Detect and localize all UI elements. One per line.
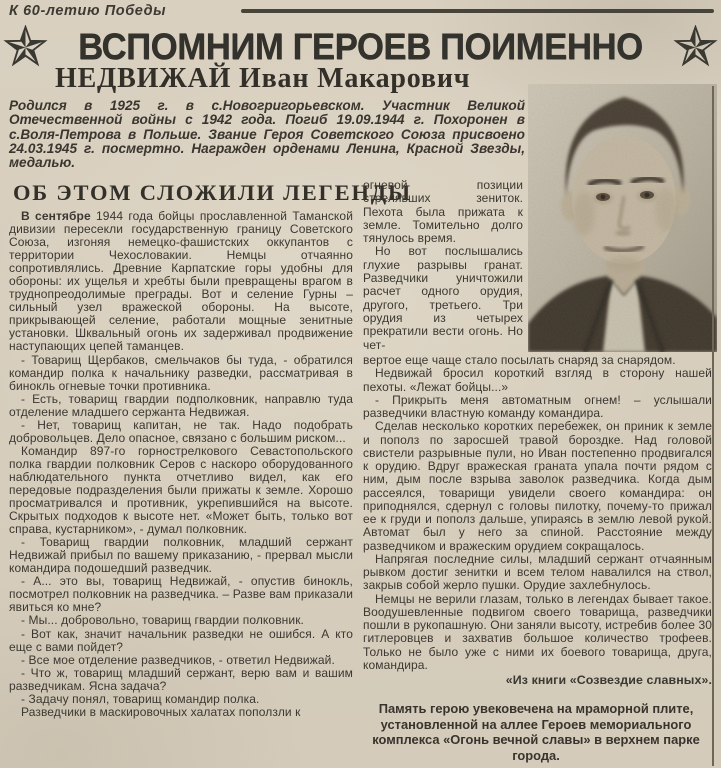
paragraph: - Вот как, значит начальник разведки не ошибся. А кто еще с вами пойдет? <box>9 626 353 654</box>
right-column <box>363 354 712 687</box>
paragraph: - Товарищ Щербаков, смельчаков бы туда, - обратился командир полка к начальнику разведки, рассматривая в бинокль огневые точки противника. <box>9 352 353 393</box>
pinwheel-star-icon <box>673 25 718 70</box>
paragraph: - Есть, товарищ гвардии подполковник, направлю туда отделение младшего сержанта Недвижая. <box>9 391 353 419</box>
paragraph: - Прикрыть меня автоматным огнем! – услышали разведчики властную команду командира. <box>363 392 712 420</box>
middle-column <box>363 179 523 352</box>
lead-paragraph: Родился в 1925 г. в с.Новогригорьевском. Участник Великой Отечественной войны с 1942 года. Погиб 19.09.1944 г. Похоронен в с.Воля-Петрова в Польше. Звание Героя Советского Союза присвоено 24.03.1945 г. посмертно. Награжден орденами Ленина, Красной Звезды, медалью. <box>9 98 525 171</box>
paragraph: - А... это вы, товарищ Недвижай, - опустив бинокль, посмотрел полковник на разведчика. – Разве вам приказали явиться ко мне? <box>9 574 353 615</box>
paragraph: Напрягая последние силы, младший сержант отчаянным рывком достиг зенитки и всем телом навалился на ствол, закрыв собой жерло пушки. Орудие захлебнулось. <box>363 551 712 593</box>
section-title: ОБ ЭТОМ СЛОЖИЛИ ЛЕГЕНДЫ <box>13 180 412 205</box>
paragraph: - Все мое отделение разведчиков, - ответил Недвижай. <box>21 652 335 667</box>
hero-portrait-photo <box>528 84 717 352</box>
memorial-footer: Память герою увековечена на мраморной плите, установленной на аллее Героев мемориального комплекса «Огонь вечной славы» в верхнем парке города. <box>372 701 700 763</box>
paragraph: - Товарищ гвардии полковник, младший сержант Недвижай прибыл по вашему приказанию, - прервал мысли командира подошедший разведчик. <box>9 535 353 576</box>
paragraph: Сделав несколько коротких перебежек, он приник к земле и пополз по заросшей травой бороздке. Над головой свистели разрывные пули, но Иван постепенно продвигался к орудию. Вдруг вражеская граната упала почти рядом с ним, дым после взрыва заволок разведчика. Когда дым рассеялся, товарищи увидели своего командира: он приподнялся, сдернул с головы пилотку, почему-то прижал ее к груди и пополз дальше, упираясь в землю левой рукой. Автомат был у него за спиной. Расстояние между разведчиком и вражеским орудием сокращалось. <box>363 419 712 553</box>
paragraph: В сентябре 1944 года бойцы прославленной Таманской дивизии пересекли государственную границу Советского Союза, изгоняя немецко-фашистских оккупантов с территории Чехословакии. Немцы отчаянно сопротивлялись. Древние Карпатские горы удобны для обороны: их ущелья и хребты были превращены врагом в труднопреодолимые преграды. Вот и селение Гурны – сильный узел вражеской обороны. На высоте, прикрывающей селение, работали мощные зенитные установки. Шквальный огонь их задерживал продвижение наступающих цепей таманцев. <box>9 209 353 354</box>
headline: ВСПОМНИМ ГЕРОЕВ ПОИМЕННО <box>78 26 643 67</box>
paragraph: - Мы... добровольно, товарищ гвардии полковник. <box>21 613 304 628</box>
paragraph: Командир 897-го горнострелкового Севастопольского полка гвардии полковник Серов с наскоро оборудованного наблюдательного пункта отчетливо видел, как его передовые подразделения были прижаты к земле. Хорошо просматривался и противник, укрепившийся на высоте. Скрытых подходов к высоте нет. «Может быть, только вот справа, кустарником», - думал полковник. <box>9 443 353 537</box>
paragraph: Недвижай бросил короткий взгляд в сторону нашей пехоты. «Лежат бойцы...» <box>363 366 712 394</box>
paragraph: Но вот послышались глухие разрывы гранат. Разведчики уничтожили расчет одного орудия, другого, третьего. Три орудия из четырех прекратили вести огонь. Но чет- <box>363 244 523 352</box>
pinwheel-star-icon <box>3 25 48 70</box>
paragraph: Разведчики в маскировочных халатах поползли к <box>21 704 301 719</box>
kicker-rule <box>241 9 714 13</box>
paragraph: Немцы не верили глазам, только в легендах бывает такое. Воодушевленные подвигом своего товарища, разведчики пошли в рукопашную. Они заняли высоту, истребив более 30 гитлеровцев и захватив большое количество трофеев. Только не было уже с ними их боевого товарища, друга, командира. <box>363 591 712 672</box>
paragraph: огневой позиции стрелявших зениток. Пехота была прижата к земле. Томительно долго тянулось время. <box>363 178 523 246</box>
left-column <box>9 210 353 719</box>
book-attribution: «Из книги «Созвездие славных». <box>505 673 712 687</box>
paragraph: - Задачу понял, товарищ командир полка. <box>21 691 260 706</box>
paragraph: вертое еще чаще стало посылать снаряд за снарядом. <box>363 353 676 367</box>
paragraph: - Что ж, товарищ младший сержант, верю вам и вашим разведчикам. Ясна задача? <box>9 665 353 693</box>
column-rule <box>712 86 714 766</box>
paragraph: - Нет, товарищ капитан, не так. Надо подобрать добровольцев. Дело опасное, связано с большим риском... <box>9 417 353 445</box>
hero-name-title: НЕДВИЖАЙ Иван Макарович <box>55 63 471 94</box>
kicker: К 60-летию Победы <box>9 3 167 19</box>
